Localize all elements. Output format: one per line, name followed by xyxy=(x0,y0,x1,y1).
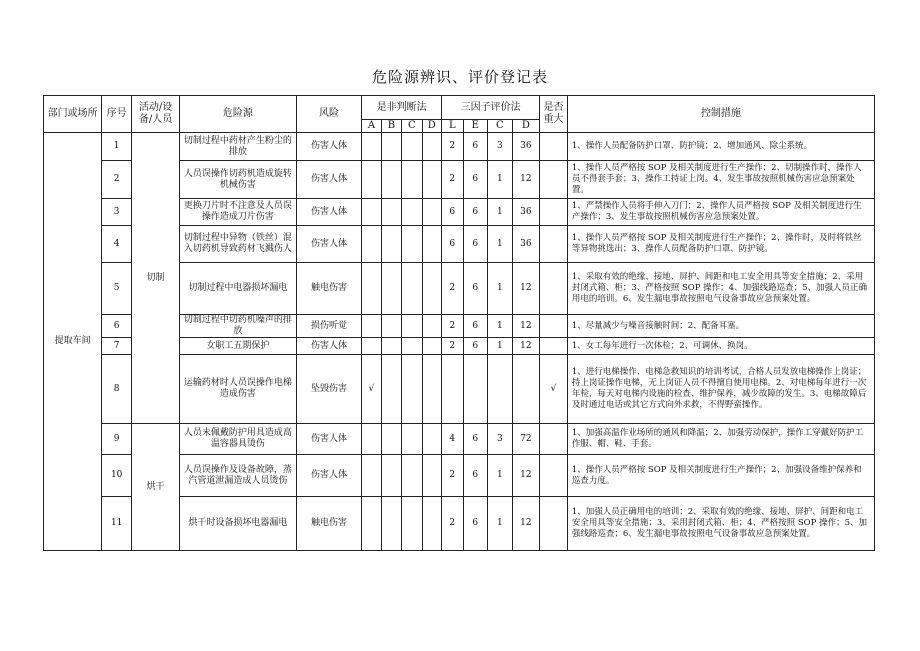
row-seq-cell: 4 xyxy=(102,226,132,263)
row-judge-b-cell xyxy=(381,497,401,551)
row-lec-d-cell: 36 xyxy=(512,133,540,161)
row-lec-e-cell: 6 xyxy=(463,161,488,199)
row-seq-cell: 7 xyxy=(102,338,132,355)
row-risk-cell: 触电伤害 xyxy=(296,497,361,551)
row-lec-d-cell: 36 xyxy=(512,199,540,226)
row-judge-c-cell xyxy=(402,263,422,315)
row-judge-b-cell xyxy=(381,133,401,161)
row-judge-b-cell xyxy=(381,424,401,455)
row-judge-c-cell xyxy=(402,315,422,338)
row-lec-l-cell: 2 xyxy=(442,161,463,199)
row-major-cell: √ xyxy=(540,355,568,424)
row-judge-d-cell xyxy=(422,263,441,315)
row-hazard-cell: 人员误操作及设备故障，蒸汽管道泄漏造成人员烫伤 xyxy=(180,455,297,497)
row-judge-d-cell xyxy=(422,338,441,355)
row-lec-l-cell: 2 xyxy=(442,315,463,338)
row-lec-e-cell: 6 xyxy=(463,199,488,226)
hazard-register-table xyxy=(43,95,875,551)
header-judge-c: C xyxy=(402,120,422,133)
row-judge-c-cell xyxy=(402,424,422,455)
row-risk-cell: 伤害人体 xyxy=(296,161,361,199)
row-lec-e-cell: 6 xyxy=(463,497,488,551)
row-judge-d-cell xyxy=(422,133,441,161)
row-risk-cell: 伤害人体 xyxy=(296,338,361,355)
row-control-cell: 1、操作人员配备防护口罩、防护镜；2、增加通风、除尘系统。 xyxy=(567,133,874,161)
row-hazard-cell: 烘干时设备损坏电器漏电 xyxy=(180,497,297,551)
row-lec-l-cell: 2 xyxy=(442,497,463,551)
row-major-cell xyxy=(540,263,568,315)
row-hazard-cell: 人员未佩戴防护用具造成高温容器具烫伤 xyxy=(180,424,297,455)
header-risk: 风险 xyxy=(296,96,361,133)
row-major-cell xyxy=(540,133,568,161)
row-judge-c-cell xyxy=(402,226,422,263)
row-lec-c-cell: 1 xyxy=(488,497,513,551)
row-lec-l-cell: 4 xyxy=(442,424,463,455)
row-control-cell: 1、严禁操作人员将手伸入刀门；2、操作人员严格按 SOP 及相关制度进行生产操作；3、发生事故按照机械伤害应急预案处置。 xyxy=(567,199,874,226)
row-hazard-cell: 切制过程中电器损坏漏电 xyxy=(180,263,297,315)
row-judge-b-cell xyxy=(381,161,401,199)
row-control-cell: 1、操作人员严格按 SOP 及相关制度进行生产操作；2、切制操作时，操作人员不得套手套；3、操作工持证上岗。4、发生事故按照机械伤害应急预案处置。 xyxy=(567,161,874,199)
header-hazard: 危险源 xyxy=(180,96,297,133)
row-major-cell xyxy=(540,199,568,226)
row-lec-l-cell: 6 xyxy=(442,226,463,263)
row-hazard-cell: 女职工五期保护 xyxy=(180,338,297,355)
row-judge-c-cell xyxy=(402,133,422,161)
row-lec-d-cell: 12 xyxy=(512,315,540,338)
row-judge-d-cell xyxy=(422,161,441,199)
activity-cell-drying: 烘干 xyxy=(132,424,180,551)
activity-cell-cutting: 切制 xyxy=(132,133,180,424)
row-judge-c-cell xyxy=(402,338,422,355)
row-lec-l-cell: 2 xyxy=(442,455,463,497)
row-lec-d-cell: 36 xyxy=(512,226,540,263)
department-cell: 提取车间 xyxy=(44,133,102,551)
row-judge-b-cell xyxy=(381,355,401,424)
row-lec-c-cell: 1 xyxy=(488,161,513,199)
row-risk-cell: 损伤听觉 xyxy=(296,315,361,338)
row-judge-d-cell xyxy=(422,455,441,497)
row-hazard-cell: 切制过程中切药机噪声的排放 xyxy=(180,315,297,338)
header-major: 是否重大 xyxy=(540,96,568,133)
row-judge-a-cell xyxy=(362,315,381,338)
header-seq: 序号 xyxy=(102,96,132,133)
row-judge-d-cell xyxy=(422,226,441,263)
row-control-cell: 1、操作人员严格按 SOP 及相关制度进行生产操作；2、操作时，及时将铁丝等异物挑选出；3、操作人员配备防护口罩、防护镜。 xyxy=(567,226,874,263)
row-judge-b-cell xyxy=(381,226,401,263)
header-lec-c: C xyxy=(488,120,513,133)
row-lec-e-cell: 6 xyxy=(463,226,488,263)
row-lec-d-cell xyxy=(512,355,540,424)
row-lec-d-cell: 12 xyxy=(512,338,540,355)
row-control-cell: 1、加强高温作业场所的通风和降温；2、加强劳动保护，操作工穿戴好防护工作服、帽、鞋、手套。 xyxy=(567,424,874,455)
row-lec-l-cell: 2 xyxy=(442,133,463,161)
row-judge-c-cell xyxy=(402,455,422,497)
row-judge-d-cell xyxy=(422,497,441,551)
row-hazard-cell: 切制过程中异物（铁丝）混入切药机导致药材飞溅伤人 xyxy=(180,226,297,263)
row-lec-e-cell: 6 xyxy=(463,133,488,161)
row-lec-l-cell xyxy=(442,355,463,424)
row-judge-a-cell xyxy=(362,455,381,497)
row-hazard-cell: 人员误操作切药机造成旋转机械伤害 xyxy=(180,161,297,199)
row-hazard-cell: 更换刀片时不注意及人员误操作造成刀片伤害 xyxy=(180,199,297,226)
row-judge-a-cell xyxy=(362,338,381,355)
row-risk-cell: 坠毁伤害 xyxy=(296,355,361,424)
row-major-cell xyxy=(540,424,568,455)
row-seq-cell: 2 xyxy=(102,161,132,199)
row-lec-e-cell: 6 xyxy=(463,424,488,455)
row-judge-b-cell xyxy=(381,263,401,315)
table-row xyxy=(44,424,875,455)
row-judge-a-cell xyxy=(362,133,381,161)
row-risk-cell: 伤害人体 xyxy=(296,199,361,226)
row-judge-a-cell: √ xyxy=(362,355,381,424)
row-seq-cell: 10 xyxy=(102,455,132,497)
row-lec-d-cell: 12 xyxy=(512,455,540,497)
row-lec-d-cell: 12 xyxy=(512,497,540,551)
row-judge-a-cell xyxy=(362,263,381,315)
row-judge-d-cell xyxy=(422,355,441,424)
row-lec-d-cell: 12 xyxy=(512,161,540,199)
row-judge-a-cell xyxy=(362,424,381,455)
table-row xyxy=(44,133,875,161)
row-lec-e-cell: 6 xyxy=(463,263,488,315)
header-dept: 部门或场所 xyxy=(44,96,102,133)
row-judge-d-cell xyxy=(422,199,441,226)
row-judge-d-cell xyxy=(422,315,441,338)
row-risk-cell: 伤害人体 xyxy=(296,133,361,161)
row-lec-c-cell: 1 xyxy=(488,338,513,355)
row-lec-d-cell: 72 xyxy=(512,424,540,455)
row-lec-c-cell xyxy=(488,355,513,424)
header-lec-method: 三因子评价法 xyxy=(442,96,540,120)
row-control-cell: 1、进行电梯操作、电梯急救知识的培训考试，合格人员发放电梯操作上岗证；持上岗证操作电梯，无上岗证人员不得擅自使用电梯。2、对电梯每年进行一次年检，每天对电梯内设施的检查、维护保养，减少故障的发生。3、电梯故障后及时通过电话或其它方式向外求救，不得野蛮操作。 xyxy=(567,355,874,424)
header-judge-b: B xyxy=(381,120,401,133)
row-seq-cell: 8 xyxy=(102,355,132,424)
row-seq-cell: 5 xyxy=(102,263,132,315)
row-judge-b-cell xyxy=(381,338,401,355)
header-judge-a: A xyxy=(362,120,381,133)
row-lec-c-cell: 1 xyxy=(488,199,513,226)
page-title: 危险源辨识、评价登记表 xyxy=(371,68,548,86)
header-lec-d: D xyxy=(512,120,540,133)
row-judge-a-cell xyxy=(362,199,381,226)
row-judge-a-cell xyxy=(362,226,381,263)
row-judge-b-cell xyxy=(381,455,401,497)
row-control-cell: 1、加强人员正确用电的培训；2、采取有效的绝缘、接地、屏护、间距和电工安全用具等安全措施；3、采用封闭式箱、柜；4、严格按照 SOP 操作；5、加强线路巡查；6、发生漏电事故按照电气设备事故应急预案处置。 xyxy=(567,497,874,551)
row-risk-cell: 触电伤害 xyxy=(296,263,361,315)
row-major-cell xyxy=(540,338,568,355)
row-major-cell xyxy=(540,455,568,497)
header-judge-method: 是非判断法 xyxy=(362,96,442,120)
row-major-cell xyxy=(540,497,568,551)
header-judge-d: D xyxy=(422,120,441,133)
row-lec-c-cell: 1 xyxy=(488,263,513,315)
row-seq-cell: 6 xyxy=(102,315,132,338)
row-control-cell: 1、女工每年进行一次体检；2、可调休、换岗。 xyxy=(567,338,874,355)
row-judge-b-cell xyxy=(381,315,401,338)
row-hazard-cell: 切制过程中药材产生粉尘的排放 xyxy=(180,133,297,161)
row-major-cell xyxy=(540,315,568,338)
row-control-cell: 1、操作人员严格按 SOP 及相关制度进行生产操作；2、加强设备维护保养和巡查力度。 xyxy=(567,455,874,497)
header-lec-e: E xyxy=(463,120,488,133)
row-lec-c-cell: 1 xyxy=(488,226,513,263)
row-control-cell: 1、尽量减少与噪音接触时间；2、配备耳塞。 xyxy=(567,315,874,338)
row-judge-a-cell xyxy=(362,497,381,551)
row-risk-cell: 伤害人体 xyxy=(296,424,361,455)
row-lec-e-cell xyxy=(463,355,488,424)
row-lec-c-cell: 3 xyxy=(488,424,513,455)
row-lec-d-cell: 12 xyxy=(512,263,540,315)
row-judge-c-cell xyxy=(402,161,422,199)
row-major-cell xyxy=(540,161,568,199)
row-lec-e-cell: 6 xyxy=(463,338,488,355)
row-lec-l-cell: 2 xyxy=(442,338,463,355)
row-lec-c-cell: 1 xyxy=(488,455,513,497)
row-lec-l-cell: 2 xyxy=(442,263,463,315)
row-seq-cell: 3 xyxy=(102,199,132,226)
row-lec-c-cell: 1 xyxy=(488,315,513,338)
row-judge-d-cell xyxy=(422,424,441,455)
row-major-cell xyxy=(540,226,568,263)
row-lec-c-cell: 3 xyxy=(488,133,513,161)
row-judge-b-cell xyxy=(381,199,401,226)
row-judge-c-cell xyxy=(402,199,422,226)
row-hazard-cell: 运输药材时人员误操作电梯造成伤害 xyxy=(180,355,297,424)
row-lec-l-cell: 6 xyxy=(442,199,463,226)
row-risk-cell: 伤害人体 xyxy=(296,226,361,263)
row-control-cell: 1、采取有效的绝缘、接地、屏护、间距和电工安全用具等安全措施；2、采用封闭式箱、柜；3、严格按照 SOP 操作；4、加强线路巡查；5、加强人员正确用电的培训。6、发生漏电事故按照电气设备事故应急预案处置。 xyxy=(567,263,874,315)
row-seq-cell: 11 xyxy=(102,497,132,551)
header-control: 控制措施 xyxy=(567,96,874,133)
row-lec-e-cell: 6 xyxy=(463,315,488,338)
row-judge-c-cell xyxy=(402,355,422,424)
row-judge-a-cell xyxy=(362,161,381,199)
header-activity: 活动/设备/人员 xyxy=(132,96,180,133)
row-risk-cell: 伤害人体 xyxy=(296,455,361,497)
row-seq-cell: 1 xyxy=(102,133,132,161)
row-seq-cell: 9 xyxy=(102,424,132,455)
row-judge-c-cell xyxy=(402,497,422,551)
header-lec-l: L xyxy=(442,120,463,133)
row-lec-e-cell: 6 xyxy=(463,455,488,497)
